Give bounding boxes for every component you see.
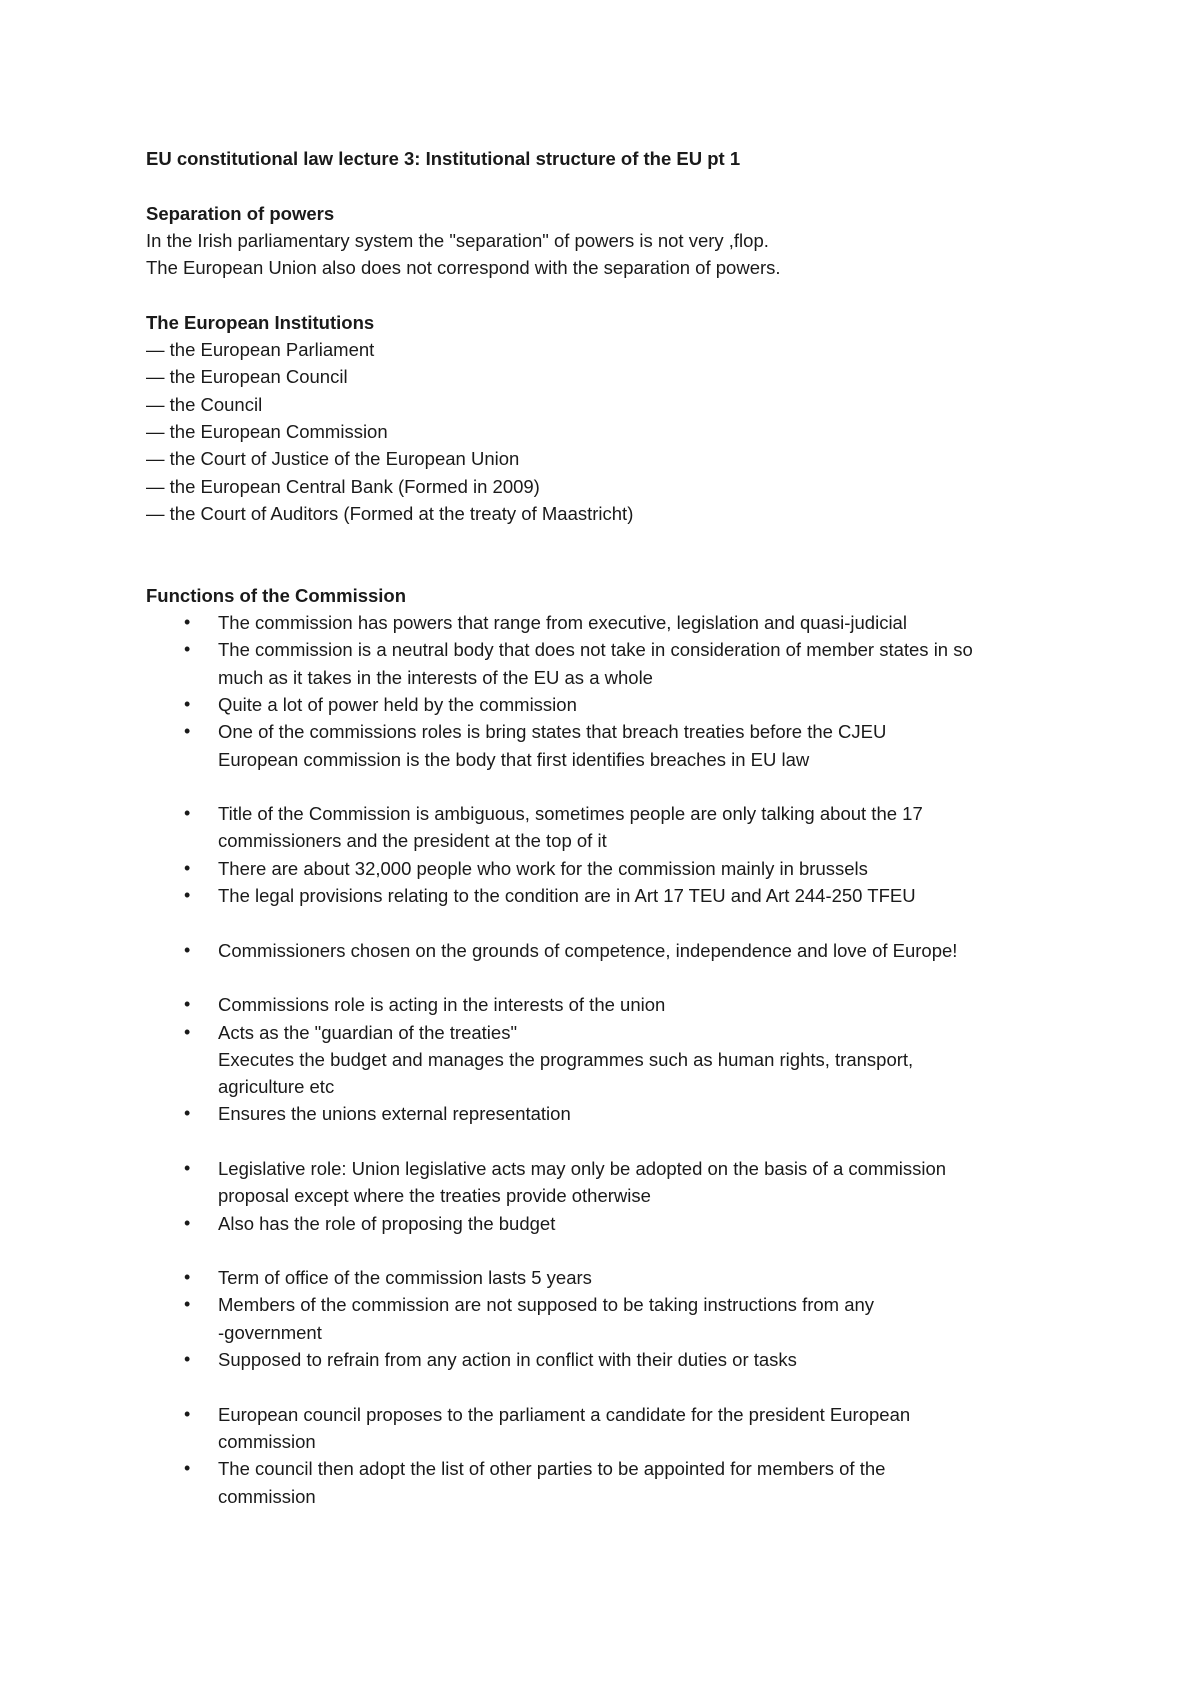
list-item-text: commission bbox=[218, 1485, 316, 1507]
institution-item: — the European Central Bank (Formed in 2009) bbox=[146, 475, 540, 497]
bullet-icon: • bbox=[184, 693, 191, 714]
bullet-icon: • bbox=[184, 1103, 191, 1124]
bullet-icon: • bbox=[184, 1349, 191, 1370]
list-item bbox=[146, 1100, 1086, 1127]
list-item-text: Members of the commission are not supposed to be taking instructions from any bbox=[218, 1294, 875, 1316]
list-spacer bbox=[146, 964, 1086, 991]
list-item bbox=[146, 1401, 1086, 1456]
list-item-text: Ensures the unions external representation bbox=[218, 1103, 571, 1125]
institution-item: — the Court of Justice of the European Union bbox=[146, 448, 520, 470]
bullet-icon: • bbox=[184, 803, 191, 824]
list-spacer bbox=[146, 1128, 1086, 1155]
section-heading-institutions: The European Institutions bbox=[146, 311, 375, 333]
list-item bbox=[146, 1346, 1086, 1373]
list-item-text: Term of office of the commission lasts 5 years bbox=[218, 1267, 592, 1289]
list-item-text: Commissioners chosen on the grounds of competence, independence and love of Europe! bbox=[218, 939, 958, 961]
list-item-text: There are about 32,000 people who work for the commission mainly in brussels bbox=[218, 857, 868, 879]
bullet-icon: • bbox=[184, 885, 191, 906]
list-item bbox=[146, 636, 1086, 691]
list-item-text: One of the commissions roles is bring states that breach treaties before the CJEU bbox=[218, 721, 887, 743]
list-item-text: Commissions role is acting in the interests of the union bbox=[218, 994, 666, 1016]
list-item bbox=[146, 855, 1086, 882]
bullet-icon: • bbox=[184, 1403, 191, 1424]
bullet-icon: • bbox=[184, 939, 191, 960]
list-item-text: -government bbox=[218, 1321, 322, 1343]
bullet-icon: • bbox=[184, 639, 191, 660]
institution-item: — the European Council bbox=[146, 366, 348, 388]
bullet-icon: • bbox=[184, 857, 191, 878]
list-item-text: agriculture etc bbox=[218, 1076, 335, 1098]
list-item bbox=[146, 937, 1086, 964]
list-item-text: Title of the Commission is ambiguous, sometimes people are only talking about the 17 bbox=[218, 803, 923, 825]
list-item bbox=[146, 1291, 1086, 1346]
document-title: EU constitutional law lecture 3: Institutional structure of the EU pt 1 bbox=[146, 148, 741, 169]
list-item bbox=[146, 1455, 1086, 1510]
bullet-icon: • bbox=[184, 1212, 191, 1233]
list-item bbox=[146, 991, 1086, 1018]
bullet-icon: • bbox=[184, 1294, 191, 1315]
list-item bbox=[146, 1155, 1086, 1210]
institution-item: — the European Parliament bbox=[146, 339, 375, 361]
bullet-icon: • bbox=[184, 721, 191, 742]
list-item bbox=[146, 1210, 1086, 1237]
list-item-text: The commission is a neutral body that does not take in consideration of member states in so bbox=[218, 639, 973, 661]
bullet-icon: • bbox=[184, 1267, 191, 1288]
list-spacer bbox=[146, 1237, 1086, 1264]
list-item bbox=[146, 609, 1086, 636]
paragraph-line: The European Union also does not correspond with the separation of powers. bbox=[146, 257, 781, 279]
list-item bbox=[146, 1264, 1086, 1291]
list-item bbox=[146, 691, 1086, 718]
institution-item: — the European Commission bbox=[146, 420, 388, 442]
bullet-icon: • bbox=[184, 1157, 191, 1178]
bullet-icon: • bbox=[184, 612, 191, 633]
list-item-text: commissioners and the president at the top of it bbox=[218, 830, 607, 852]
functions-list bbox=[146, 609, 1086, 1510]
list-item-text: commission bbox=[218, 1430, 316, 1452]
bullet-icon: • bbox=[184, 1458, 191, 1479]
list-spacer bbox=[146, 909, 1086, 936]
list-item bbox=[146, 800, 1086, 855]
list-item-text: Legislative role: Union legislative acts may only be adopted on the basis of a commission bbox=[218, 1157, 947, 1179]
list-item-text: Quite a lot of power held by the commission bbox=[218, 693, 577, 715]
document-body bbox=[146, 145, 1086, 1510]
institution-item: — the Court of Auditors (Formed at the treaty of Maastricht) bbox=[146, 502, 634, 524]
list-item-text: much as it takes in the interests of the EU as a whole bbox=[218, 666, 653, 688]
bullet-icon: • bbox=[184, 994, 191, 1015]
list-item-text: European council proposes to the parliament a candidate for the president European bbox=[218, 1403, 911, 1425]
list-item-text: Supposed to refrain from any action in conflict with their duties or tasks bbox=[218, 1349, 797, 1371]
section-heading-separation: Separation of powers bbox=[146, 202, 335, 224]
list-item-text: The council then adopt the list of other parties to be appointed for members of the bbox=[218, 1458, 886, 1480]
list-spacer bbox=[146, 773, 1086, 800]
list-item bbox=[146, 882, 1086, 909]
paragraph-line: In the Irish parliamentary system the "separation" of powers is not very ,flop. bbox=[146, 229, 769, 251]
section-heading-functions: Functions of the Commission bbox=[146, 584, 407, 606]
bullet-icon: • bbox=[184, 1021, 191, 1042]
list-item bbox=[146, 1019, 1086, 1101]
list-item-text: European commission is the body that first identifies breaches in EU law bbox=[218, 748, 810, 770]
list-item bbox=[146, 718, 1086, 773]
list-item-text: The commission has powers that range from executive, legislation and quasi-judicial bbox=[218, 612, 907, 634]
list-item-text: Acts as the "guardian of the treaties" bbox=[218, 1021, 518, 1043]
institution-item: — the Council bbox=[146, 393, 263, 415]
list-item-text: Executes the budget and manages the programmes such as human rights, transport, bbox=[218, 1048, 914, 1070]
list-item-text: Also has the role of proposing the budget bbox=[218, 1212, 556, 1234]
list-item-text: The legal provisions relating to the condition are in Art 17 TEU and Art 244-250 TFEU bbox=[218, 885, 916, 907]
list-spacer bbox=[146, 1373, 1086, 1400]
list-item-text: proposal except where the treaties provide otherwise bbox=[218, 1185, 651, 1207]
